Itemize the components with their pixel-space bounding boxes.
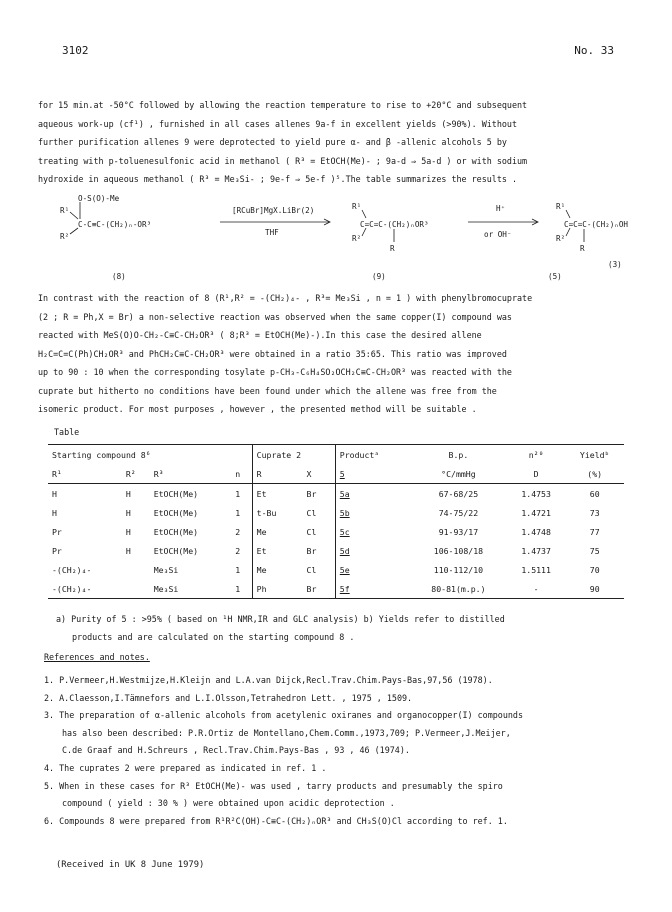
table-cell: 1.4753 <box>521 488 551 499</box>
table-cell: 91-93/17 <box>438 526 479 537</box>
references-list <box>44 672 644 830</box>
table-cell: 110-112/10 <box>433 564 484 575</box>
header-r: R <box>252 464 302 484</box>
reference-item <box>44 707 644 760</box>
table-cell: 1.4737 <box>521 545 551 556</box>
journal-issue-number: No. 33 <box>574 44 614 57</box>
base-label: or OH⁻ <box>484 230 512 239</box>
text-line: hydroxide in aqueous methanol ( R³ = Me₃Si- ; 9e-f ⇒ 5e-f )⁵.The table summarizes the results . <box>38 174 518 184</box>
table-cell: H <box>52 488 57 499</box>
text-line: a) Purity of 5 : >95% ( based on ¹H NMR,IR and GLC analysis) b) Yields refer to distilled <box>56 614 505 624</box>
table-cell: 2 <box>235 545 241 556</box>
table-cell: Me <box>252 522 302 541</box>
solvent-label: THF <box>265 228 279 237</box>
table-cell <box>122 579 150 599</box>
table-cell: 5f <box>335 579 410 599</box>
table-cell: 1 <box>235 564 241 575</box>
table-cell: EtOCH(Me) <box>153 526 199 537</box>
header-refractive-index: n²⁰ <box>507 445 566 465</box>
table-cell: H <box>125 488 131 499</box>
table-cell: 80-81(m.p.) <box>410 579 507 599</box>
text-line: 5. When in these cases for R³ EtOCH(Me)- was used , tarry products and presumably the spiro <box>44 780 503 791</box>
text-line: aqueous work-up (cf¹) , furnished in all cases allenes 9a-f in excellent yields (>90%). Without <box>38 118 518 129</box>
header-product: Productᵃ <box>335 445 410 465</box>
table-cell: 77 <box>589 526 600 537</box>
bond-line <box>362 228 366 236</box>
text-line: (2 ; R = Ph,X = Br) a non-selective reaction was observed when the same copper(I) compound was <box>38 311 512 322</box>
text-line: 1. P.Vermeer,H.Westmijze,H.Kleijn and L.A.van Dijck,Recl.Trav.Chim.Pays-Bas,97,56 (1978). <box>44 675 493 685</box>
header-n: n <box>231 464 252 484</box>
substituent-r1: R¹ <box>60 206 70 215</box>
text-line: cuprate but hitherto no conditions have been found under which the allene was free from the <box>38 385 497 396</box>
body-paragraph-1 <box>38 96 638 189</box>
table-cell: Me₃Si <box>150 579 232 599</box>
table-row <box>48 522 624 541</box>
text-line: 6. Compounds 8 were prepared from R¹R²C(OH)-C≡C-(CH₂)ₙOR³ and CH₃S(O)Cl according to ref. 1. <box>44 815 508 826</box>
text-line: products and are calculated on the starting compound 8 . <box>72 632 355 642</box>
table-cell: 1.5111 <box>521 564 551 575</box>
reagent-label: [RCuBr]MgX.LiBr(2) <box>232 206 315 215</box>
text-line: further purification allenes 9 were deprotected to yield pure α- and β -allenic alcohols 5 by <box>38 137 507 147</box>
table-cell: Br <box>306 488 317 499</box>
table-cell: -(CH₂)₄- <box>52 564 92 575</box>
table-footnote <box>56 610 636 646</box>
table-cell: Pr <box>52 545 62 556</box>
table-row <box>48 541 624 560</box>
table-cell: 75 <box>589 545 600 556</box>
bond-line <box>566 228 570 236</box>
table-cell: EtOCH(Me) <box>153 488 199 499</box>
substituent-r2: R² <box>352 234 362 243</box>
reaction-scheme <box>60 192 640 284</box>
reference-item <box>44 778 644 813</box>
text-line: isomeric product. For most purposes , however , the presented method will be suitable . <box>38 404 477 414</box>
reference-item <box>44 672 644 690</box>
table-cell <box>122 560 150 579</box>
bond-line <box>566 210 570 218</box>
substituent-r2: R² <box>60 232 70 241</box>
compound-label-5: (5) <box>548 272 562 281</box>
table-cell: - <box>507 579 566 599</box>
body-paragraph-2 <box>38 289 638 419</box>
table-cell: Pr <box>52 526 62 537</box>
table-row <box>48 503 624 522</box>
table-cell: Cl <box>306 564 317 575</box>
allenol-chain: C=C=C-(CH₂)ₙOH <box>564 220 629 229</box>
table-cell: Br <box>306 545 317 556</box>
table-cell: 106-108/18 <box>433 545 484 556</box>
table-cell: Et <box>252 484 302 504</box>
table-cell: 5a <box>335 484 410 504</box>
text-line: C.de Graaf and H.Schreurs , Recl.Trav.Chim.Pays-Bas , 93 , 46 (1974). <box>62 745 410 756</box>
table-cell: Ph <box>252 579 302 599</box>
table-cell: 70 <box>589 564 600 575</box>
reactant-chain: C-C≡C-(CH₂)ₙ-OR³ <box>78 220 152 229</box>
table-caption: Table <box>54 427 80 437</box>
header-r2: R² <box>122 464 150 484</box>
allene-chain: C=C=C-(CH₂)ₙOR³ <box>360 220 429 229</box>
reference-item <box>44 760 644 778</box>
received-date: (Received in UK 8 June 1979) <box>56 860 205 870</box>
compound-label-8: (8) <box>112 272 126 281</box>
header-cuprate: Cuprate 2 <box>252 445 335 465</box>
table-cell: -(CH₂)₄- <box>48 579 122 599</box>
results-table <box>48 444 624 599</box>
text-line: compound ( yield : 30 % ) were obtained upon acidic deprotection . <box>62 798 395 809</box>
reference-item <box>44 690 644 708</box>
bond-line <box>362 210 366 218</box>
text-line: treating with p-toluenesulfonic acid in methanol ( R³ = EtOCH(Me)- ; 9a-d ⇒ 5a-d ) or with sodium <box>38 155 528 166</box>
header-x: X <box>303 464 336 484</box>
compound-label-9: (9) <box>372 272 386 281</box>
table-cell: EtOCH(Me) <box>153 507 199 518</box>
bond-line <box>70 212 78 219</box>
table-cell: t-Bu <box>252 503 302 522</box>
table-cell: 5c <box>335 522 410 541</box>
page-number: 3102 <box>62 44 89 57</box>
text-line: 3. The preparation of α-allenic alcohols from acetylenic oxiranes and organocopper(I) compounds <box>44 710 524 721</box>
text-line: has also been described: P.R.Ortiz de Montellano,Chem.Comm.,1973,709; P.Vermeer,J.Meijer, <box>62 727 511 738</box>
sulfinate-group: O-S(O)-Me <box>78 194 120 203</box>
table-cell: Et <box>252 541 302 560</box>
reference-item <box>44 813 644 831</box>
table-cell: Me <box>252 560 302 579</box>
header-r1: R¹ <box>48 464 122 484</box>
table-cell: Cl <box>306 507 317 518</box>
table-cell: 90 <box>565 579 624 599</box>
table-group-header-row <box>48 445 624 465</box>
bond-line <box>70 228 78 234</box>
equation-number: (3) <box>608 260 622 269</box>
table-cell: H <box>125 507 131 518</box>
substituent-r1: R¹ <box>556 202 566 211</box>
text-line: up to 90 : 10 when the corresponding tosylate p-CH₃-C₆H₄SO₂OCH₂C≡C-CH₂OR³ was reacted with the <box>38 367 512 377</box>
text-line: for 15 min.at -50°C followed by allowing the reaction temperature to rise to +20°C and subsequent <box>38 100 528 110</box>
header-yield: Yieldᵇ <box>565 445 624 465</box>
text-line: H₂C=C=C(Ph)CH₂OR³ and PhCH₂C≡C-CH₂OR³ were obtained in a ratio 35:65. This ratio was improved <box>38 348 507 359</box>
text-line: 2. A.Claesson,I.Tämnefors and L.I.Olsson,Tetrahedron Lett. , 1975 , 1509. <box>44 692 413 703</box>
text-line: reacted with MeS(O)O-CH₂-C≡C-CH₂OR³ ( 8;R³ = EtOCH(Me)-).In this case the desired allene <box>38 330 482 340</box>
header-r3: R³ <box>150 464 232 484</box>
table-row <box>48 560 624 579</box>
acid-label: H⁺ <box>496 204 506 213</box>
table-cell: 1.4721 <box>521 507 551 518</box>
table-cell: 74-75/22 <box>438 507 479 518</box>
table-cell: 1 <box>235 488 241 499</box>
table-cell: 1 <box>231 579 252 599</box>
table-cell: H <box>125 526 131 537</box>
table-cell: Br <box>303 579 336 599</box>
table-cell: EtOCH(Me) <box>153 545 199 556</box>
text-line: 4. The cuprates 2 were prepared as indicated in ref. 1 . <box>44 762 327 773</box>
header-product-number: 5 <box>335 464 410 484</box>
table-cell: 2 <box>235 526 241 537</box>
table-cell: Me₃Si <box>153 564 179 575</box>
substituent-r: R <box>580 244 585 253</box>
table-cell: 5e <box>335 560 410 579</box>
header-starting-compound: Starting compound 8⁶ <box>48 445 252 465</box>
table-cell: 73 <box>589 507 600 518</box>
table-cell: Cl <box>306 526 317 537</box>
table-sub-header-row <box>48 464 624 484</box>
table-cell: 5b <box>335 503 410 522</box>
references-heading: References and notes. <box>44 652 150 662</box>
table-cell: 1.4748 <box>521 526 551 537</box>
table-cell: 1 <box>235 507 241 518</box>
text-line: In contrast with the reaction of 8 (R¹,R² = -(CH₂)₄- , R³= Me₃Si , n = 1 ) with phenylbromocuprate <box>38 293 533 303</box>
table-cell: H <box>125 545 131 556</box>
substituent-r2: R² <box>556 234 566 243</box>
header-bp-unit: °C/mmHg <box>410 464 507 484</box>
table-body <box>48 484 624 599</box>
header-nd-subscript: D <box>507 464 566 484</box>
table-row <box>48 484 624 504</box>
table-cell: 60 <box>589 488 600 499</box>
table-row <box>48 579 624 599</box>
scheme-bonds <box>60 192 640 284</box>
header-boiling-point: B.p. <box>410 445 507 465</box>
table-cell: 5d <box>335 541 410 560</box>
table-cell: H <box>52 507 57 518</box>
substituent-r: R <box>390 244 395 253</box>
substituent-r1: R¹ <box>352 202 362 211</box>
table-cell: 67-68/25 <box>438 488 479 499</box>
header-yield-unit: (%) <box>565 464 624 484</box>
